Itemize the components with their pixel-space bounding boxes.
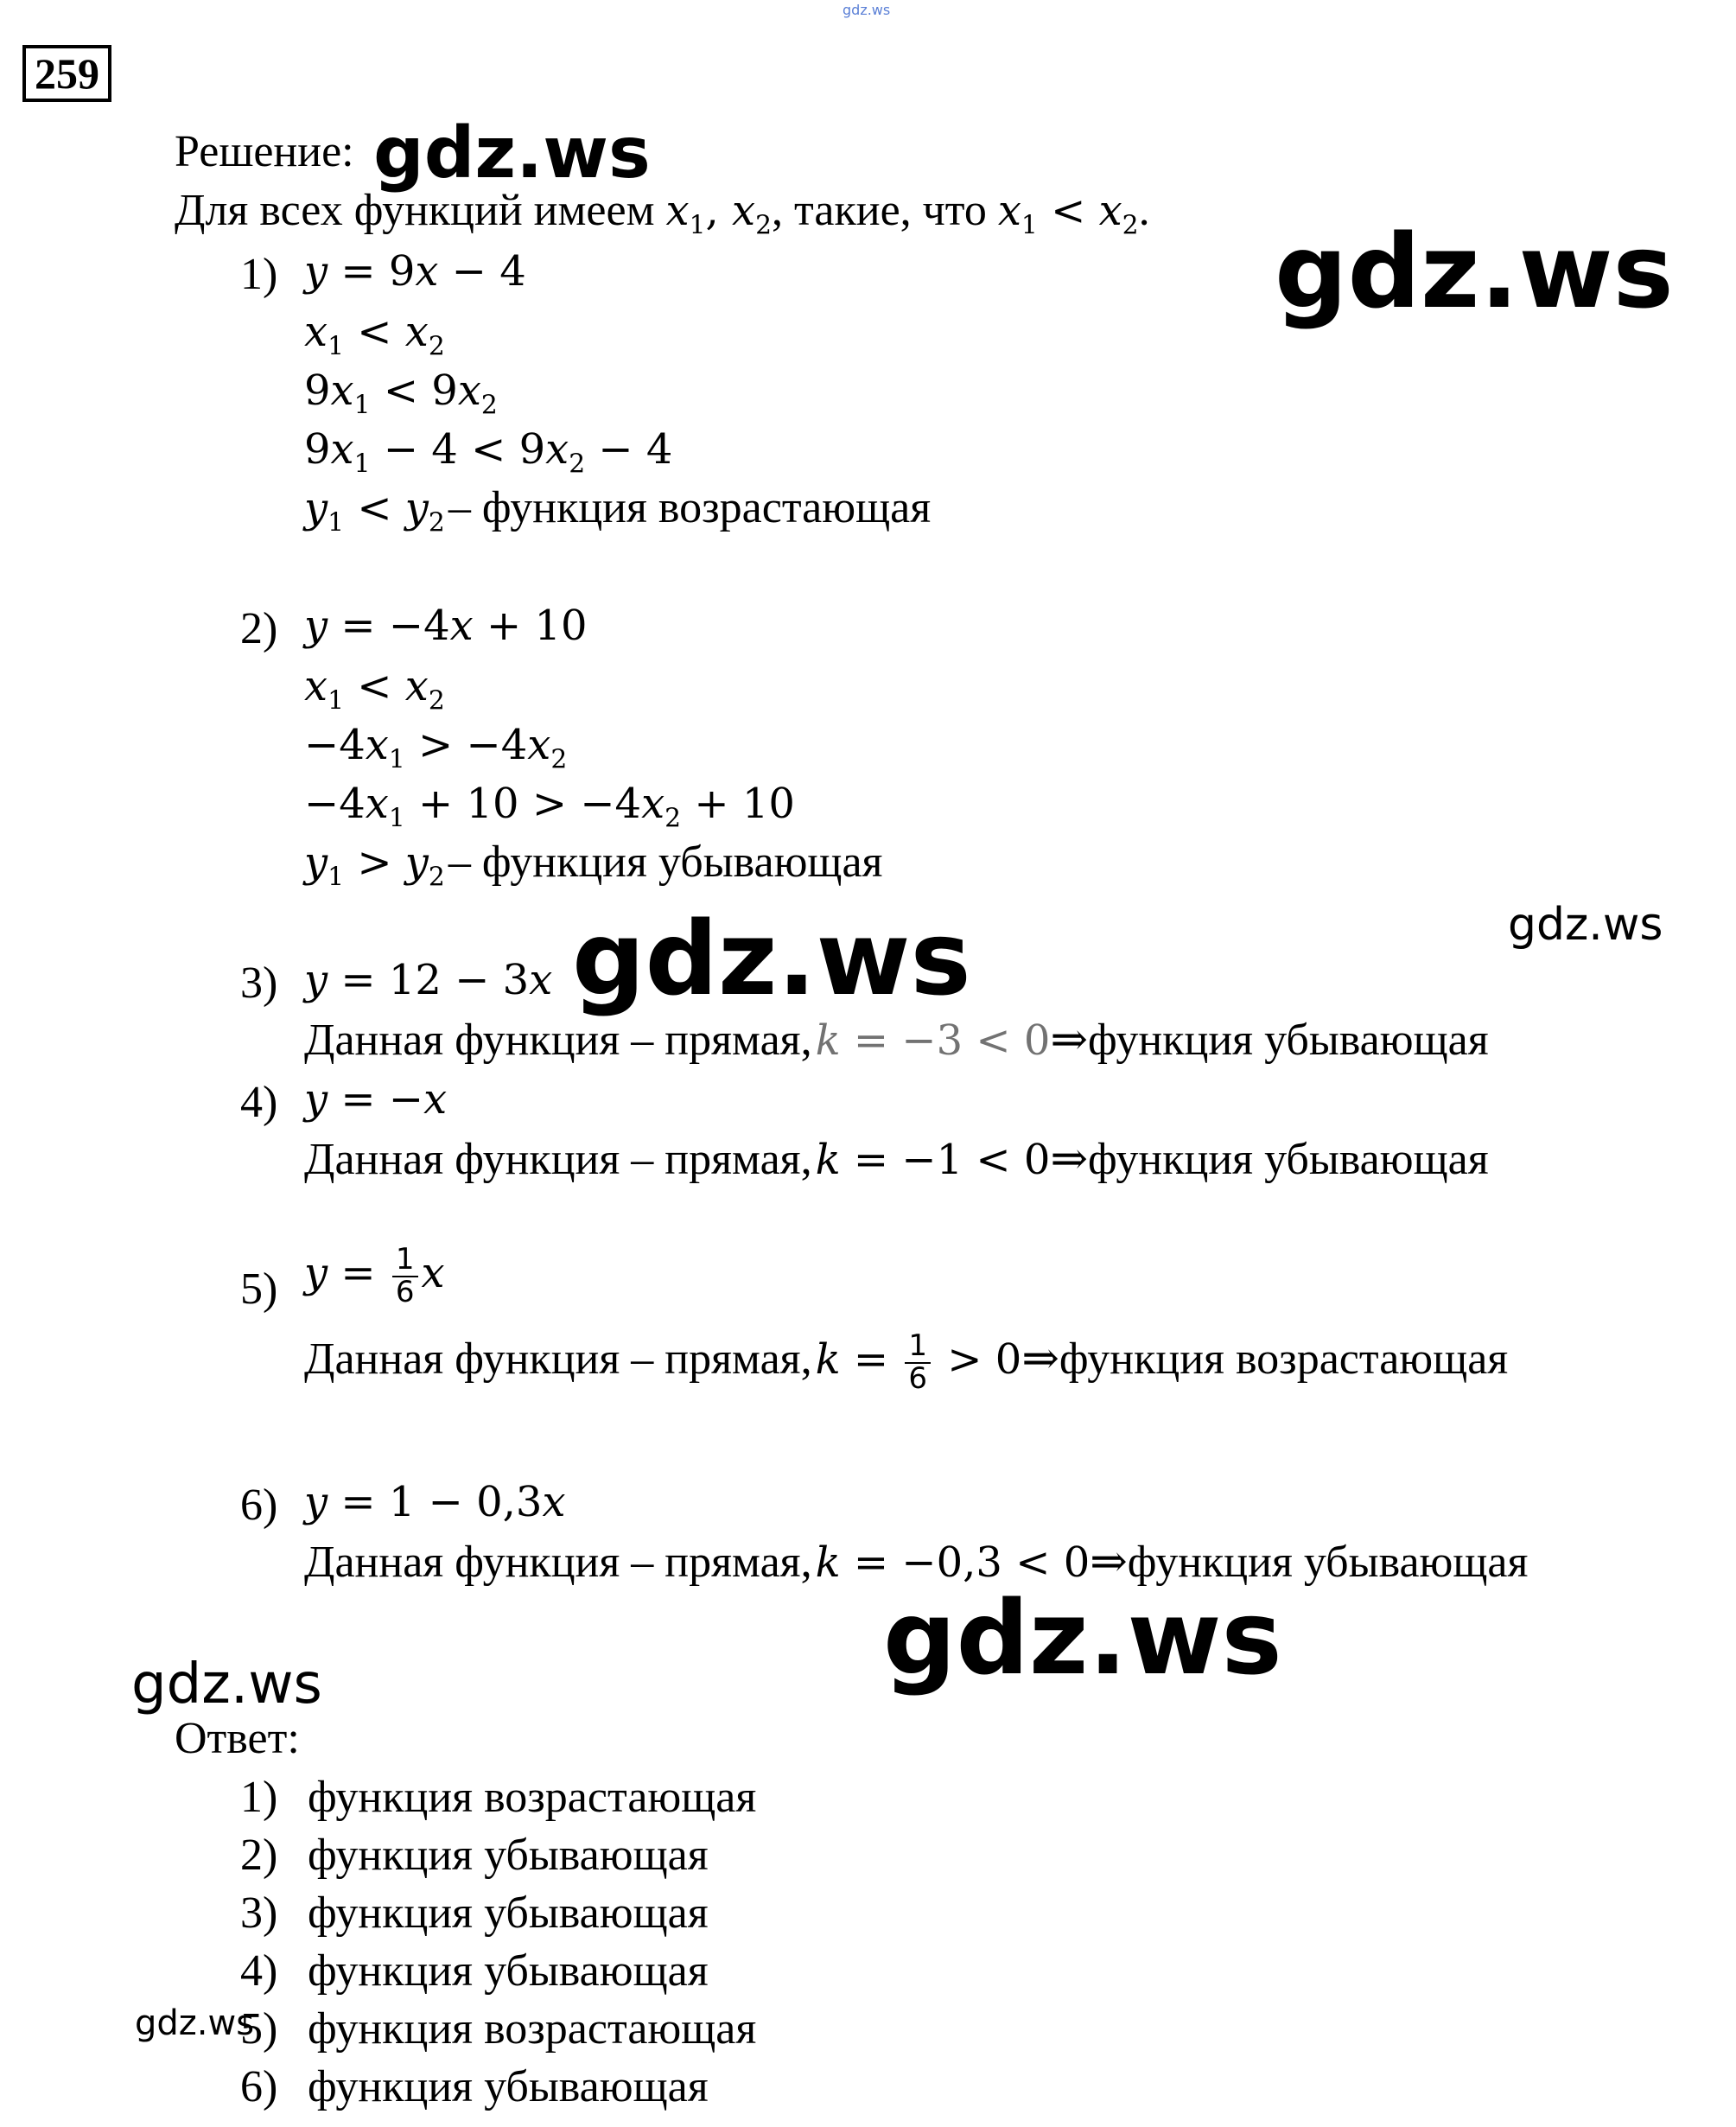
- watermark: gdz.ws: [373, 112, 651, 194]
- item-1-label: 1): [240, 250, 278, 299]
- item-5-equation: y = $\frac{1}{6}$ x: [304, 1242, 445, 1309]
- intro-mid: , такие, что: [772, 186, 987, 235]
- watermark: gdz.ws: [572, 899, 971, 1018]
- top-watermark: gdz.ws: [843, 2, 891, 18]
- answer-item: 1) функция возрастающая: [240, 1773, 757, 1822]
- answer-item: 3) функция убывающая: [240, 1888, 709, 1938]
- item-3-equation: y = 12 − 3x: [304, 956, 553, 1004]
- answer-label: Ответ:: [175, 1714, 300, 1763]
- item-6-label: 6): [240, 1481, 278, 1530]
- item-4-label: 4): [240, 1078, 278, 1127]
- item-6-description: Данная функция – прямая, k = −0,3 < 0⇒функция убывающая: [304, 1538, 1529, 1587]
- intro-math-cond: $x_1 < x_2$: [997, 187, 1139, 241]
- item-2-conclusion: $y_1 > y_2$ – функция убывающая: [304, 837, 883, 893]
- solution-label: Решение:: [175, 127, 354, 176]
- item-5-label: 5): [240, 1264, 278, 1314]
- fraction: $\frac{1}{6}$: [905, 1331, 931, 1394]
- answer-list: [240, 1772, 756, 2119]
- intro-text: Для всех функций имеем: [175, 186, 655, 235]
- answer-item: 2) функция убывающая: [240, 1831, 709, 1880]
- answer-item: 4) функция убывающая: [240, 1946, 709, 1996]
- watermark: gdz.ws: [131, 1653, 322, 1716]
- fraction: $\frac{1}{6}$: [392, 1245, 418, 1308]
- item-4-description: Данная функция – прямая, k = −1 < 0⇒функция убывающая: [304, 1135, 1489, 1184]
- item-1-conclusion: $y_1 < y_2$ – функция возрастающая: [304, 483, 932, 538]
- item-2-label: 2): [240, 604, 278, 653]
- item-1-step-1: $x_1 < x_2$: [304, 308, 445, 362]
- item-1-step-2: $9x_1 < 9x_2$: [304, 366, 498, 421]
- item-2-step-1: $x_1 < x_2$: [304, 662, 445, 716]
- intro-line: Для всех функций имеем $x_1$, $x_2$, такие, что $x_1 < x_2$.: [175, 186, 1150, 241]
- watermark: gdz.ws: [1275, 212, 1674, 331]
- item-1-equation: y = 9x − 4: [304, 247, 526, 296]
- answer-item: 6) функция убывающая: [240, 2062, 709, 2111]
- item-6-equation: y = 1 − 0,3x: [304, 1478, 566, 1526]
- item-5-description: Данная функция – прямая, k = $\frac{1}{6}$ > 0⇒функция возрастающая: [304, 1328, 1509, 1396]
- watermark: gdz.ws: [1508, 899, 1663, 951]
- item-2-equation: y = −4x + 10: [304, 602, 588, 650]
- item-4-equation: y = −x: [304, 1075, 448, 1124]
- intro-math-vars: $x_1$, $x_2$: [665, 187, 773, 241]
- problem-number: 259: [22, 45, 111, 102]
- item-2-step-2: $-4x_1 > -4x_2$: [304, 721, 568, 775]
- item-2-step-3: $-4x_1 + 10 > -4x_2 + 10$: [304, 780, 795, 834]
- item-3-description: Данная функция – прямая, k = −3 < 0⇒функция убывающая: [304, 1016, 1489, 1065]
- answer-item: 5) функция возрастающая: [240, 2004, 757, 2054]
- watermark: gdz.ws: [135, 2003, 255, 2043]
- item-1-step-3: $9x_1 - 4 < 9x_2 - 4$: [304, 425, 673, 480]
- item-3-label: 3): [240, 958, 278, 1008]
- watermark: gdz.ws: [883, 1578, 1282, 1697]
